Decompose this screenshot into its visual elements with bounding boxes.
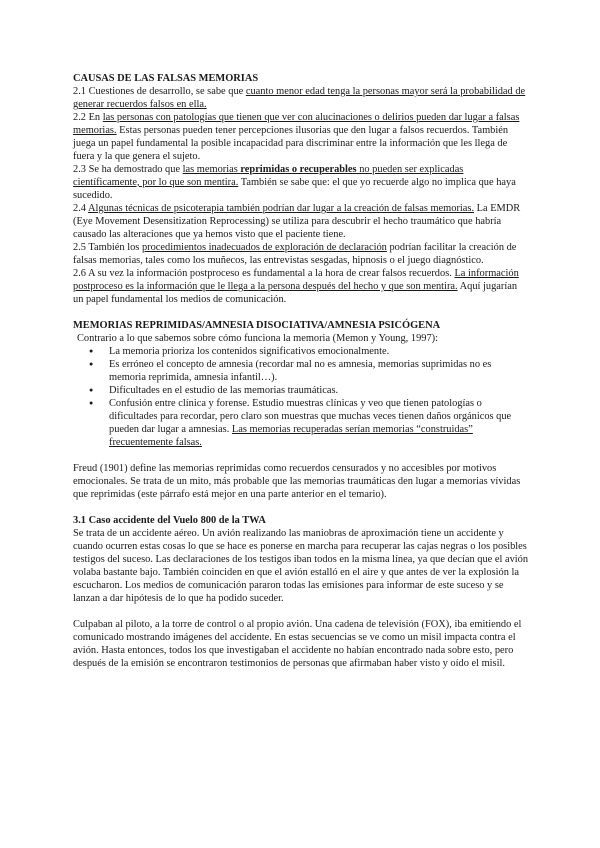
section-title-memorias: MEMORIAS REPRIMIDAS/AMNESIA DISOCIATIVA/AMNESIA PSICÓGENA <box>73 320 441 331</box>
spacer <box>73 605 529 618</box>
p25-rest: podrían facilitar la creación de falsas memorias, tales como los muñecos, las entrevistas sesgadas, hipnosis o el juego diagnóstico. <box>73 242 517 266</box>
p25-text: 2.5 También los <box>73 242 142 253</box>
p21-text: 2.1 Cuestiones de desarrollo, se sabe que <box>73 86 246 97</box>
p23-bold: reprimidas o recuperables <box>240 164 357 175</box>
list-item <box>109 397 529 449</box>
paragraph-2-5 <box>73 241 529 267</box>
p23-underlined-2: no pueden ser explicadas científicamente, por lo que son mentira. <box>73 164 464 188</box>
b4-text: Confusión entre clínica y forense. Estudio muestras clínicas y veo que tienen patologías o dificultades para recordar, pero claro son muestras que muchas veces tienen daños orgánicos que pueden dar lugar a amnesias. <box>109 398 512 435</box>
list-item: ● Es erróneo el concepto de amnesia (recordar mal no es amnesia, memorias suprimidas no es memoria reprimida, amnesia infantil…). <box>109 358 529 384</box>
p22-text: 2.2 En <box>73 112 103 123</box>
p23-rest: También se sabe que: el que yo recuerde algo no implica que haya sucedido. <box>73 177 516 201</box>
bullet-list <box>73 345 529 449</box>
paragraph-caso-2: Culpaban al piloto, a la torre de control o al propio avión. Una cadena de televisión (FOX), iba emitiendo el comunicado mostrando imágenes del accidente. En estas secuencias se ve como un misil impacta contra el avión. Hasta entonces, todos los que investigaban el accidente no habían encontrado nada sobre esto, pero después de la emisión se encontraron testimonios de personas que afirmaban haber visto y oído el misil. <box>73 619 522 669</box>
p24-text: 2.4 <box>73 203 89 214</box>
document-page <box>73 72 529 670</box>
list-item: ● Dificultades en el estudio de las memorias traumáticas. <box>109 384 529 397</box>
paragraph-2-4 <box>73 202 529 241</box>
p22-rest: Estas personas pueden tener percepciones ilusorias que den lugar a falsos recuerdos. También juega un papel fundamental la posible incapacidad para discriminar entre la información que les llega de fuera y la que genera el sujeto. <box>73 125 509 162</box>
p24-rest: La EMDR (Eye Movement Desensitization Reprocessing) se utiliza para descubrir el hecho traumático que habría causado las alteraciones que ya hemos visto que el paciente tiene. <box>73 203 521 240</box>
paragraph-freud: Freud (1901) define las memorias reprimidas como recuerdos censurados y no accesibles por motivos emocionales. Se trata de un mito, más probable que las memorias traumáticas den lugar a memorias vívidas que reprimidas (este párrafo está mejor en una parte anterior en el temario). <box>73 463 521 500</box>
p26-rest: Aquí jugarían un papel fundamental los medios de comunicación. <box>73 281 518 305</box>
p25-underlined: procedimientos inadecuados de exploración de declaración <box>141 242 387 253</box>
spacer <box>73 501 529 514</box>
p24-underlined: Algunas técnicas de psicoterapia también podrían dar lugar a la creación de falsas memorias. <box>88 203 475 214</box>
paragraph-2-6 <box>73 267 529 306</box>
paragraph-2-1 <box>73 85 529 111</box>
spacer <box>73 306 529 319</box>
paragraph-caso-1: Se trata de un accidente aéreo. Un avión realizando las maniobras de aproximación tiene un accidente y cuando ocurren estas cosas lo que se hace es ponerse en marcha para recuperar las cajas negras o los posibles testigos del suceso. Las declaraciones de los testigos iban todos en la misma línea, ya que decían que el avión volaba bastante bajo. También coinciden en que el avión estalló en el aire y que antes de ver la explosión la escucharon. Los medios de comunicación pararon todas las emisiones para informar de este suceso y se lanzan a dar hipótesis de lo que ha podido suceder. <box>73 528 529 604</box>
p26-text: 2.6 A su vez la información postproceso es fundamental a la hora de crear falsos recuerdos. <box>73 268 455 279</box>
p22-underlined: las personas con patologías que tienen que ver con alucinaciones o delirios pueden dar lugar a falsas memorias. <box>73 112 520 136</box>
intro-text: Contrario a lo que sabemos sobre cómo funciona la memoria (Memon y Young, 1997): <box>77 333 439 344</box>
list-item: ● La memoria prioriza los contenidos significativos emocionalmente. <box>109 345 529 358</box>
b4-underlined: Las memorias recuperadas serían memorias “construidas” frecuentemente falsas. <box>109 424 473 448</box>
section-title-caso: 3.1 Caso accidente del Vuelo 800 de la TWA <box>73 515 266 526</box>
p21-underlined: cuanto menor edad tenga la personas mayor será la probabilidad de generar recuerdos falsos en ella. <box>73 86 526 110</box>
p26-underlined: La información postproceso es la información que le llega a la persona después del hecho y que son mentira. <box>73 268 519 292</box>
spacer <box>73 449 529 462</box>
paragraph-2-3 <box>73 163 529 202</box>
paragraph-2-2 <box>73 111 529 163</box>
p23-underlined-1: las memorias <box>182 164 241 175</box>
section-title-causas: CAUSAS DE LAS FALSAS MEMORIAS <box>73 73 259 84</box>
p23-text: 2.3 Se ha demostrado que <box>73 164 183 175</box>
